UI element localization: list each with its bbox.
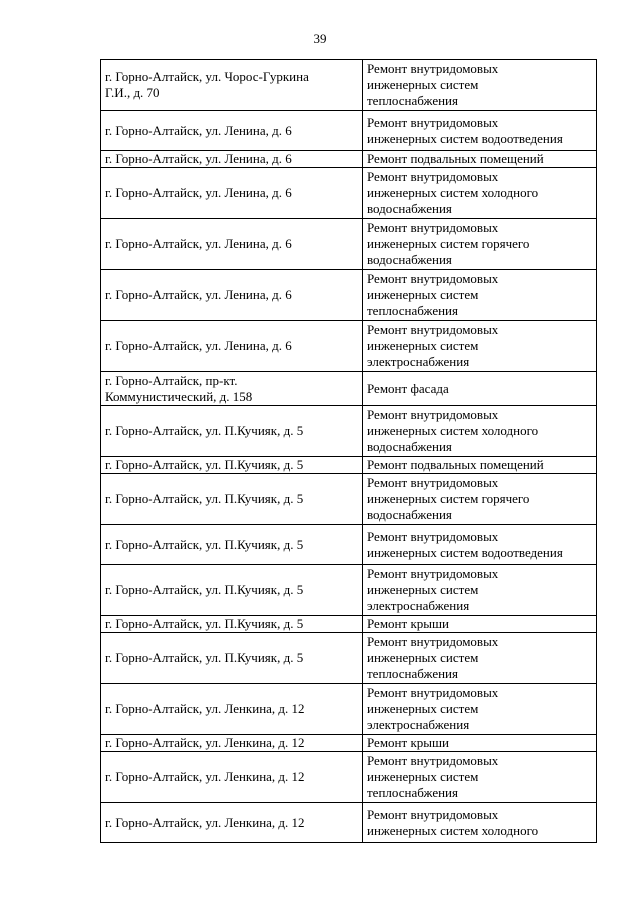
table-row bbox=[101, 752, 597, 803]
table-row bbox=[101, 684, 597, 735]
table-row bbox=[101, 525, 597, 565]
table-row bbox=[101, 219, 597, 270]
work-type-cell: Ремонт внутридомовых инженерных систем электроснабжения bbox=[363, 684, 597, 735]
work-type-cell: Ремонт внутридомовых инженерных систем горячего водоснабжения bbox=[363, 474, 597, 525]
address-cell: г. Горно-Алтайск, ул. П.Кучияк, д. 5 bbox=[101, 565, 363, 616]
table-row bbox=[101, 616, 597, 633]
table-row bbox=[101, 372, 597, 406]
table-row bbox=[101, 406, 597, 457]
table-row bbox=[101, 565, 597, 616]
work-type-cell: Ремонт внутридомовых инженерных систем водоотведения bbox=[363, 525, 597, 565]
table-row bbox=[101, 168, 597, 219]
address-cell: г. Горно-Алтайск, ул. Ленкина, д. 12 bbox=[101, 803, 363, 843]
work-type-cell: Ремонт внутридомовых инженерных систем водоотведения bbox=[363, 111, 597, 151]
work-type-cell: Ремонт внутридомовых инженерных систем теплоснабжения bbox=[363, 270, 597, 321]
work-type-cell: Ремонт внутридомовых инженерных систем холодного bbox=[363, 803, 597, 843]
address-cell: г. Горно-Алтайск, ул. Ленина, д. 6 bbox=[101, 321, 363, 372]
works-table-body bbox=[101, 60, 597, 843]
address-cell: г. Горно-Алтайск, ул. П.Кучияк, д. 5 bbox=[101, 633, 363, 684]
address-cell: г. Горно-Алтайск, ул. Ленина, д. 6 bbox=[101, 168, 363, 219]
address-cell: г. Горно-Алтайск, ул. П.Кучияк, д. 5 bbox=[101, 406, 363, 457]
table-row bbox=[101, 457, 597, 474]
work-type-cell: Ремонт подвальных помещений bbox=[363, 457, 597, 474]
address-cell: г. Горно-Алтайск, ул. Ленкина, д. 12 bbox=[101, 684, 363, 735]
work-type-cell: Ремонт подвальных помещений bbox=[363, 151, 597, 168]
table-row bbox=[101, 735, 597, 752]
work-type-cell: Ремонт крыши bbox=[363, 616, 597, 633]
address-cell: г. Горно-Алтайск, ул. Ленкина, д. 12 bbox=[101, 735, 363, 752]
address-cell: г. Горно-Алтайск, ул. Ленкина, д. 12 bbox=[101, 752, 363, 803]
address-cell: г. Горно-Алтайск, ул. Ленина, д. 6 bbox=[101, 219, 363, 270]
works-table bbox=[100, 59, 597, 843]
address-cell: г. Горно-Алтайск, ул. Ленина, д. 6 bbox=[101, 270, 363, 321]
address-cell: г. Горно-Алтайск, ул. П.Кучияк, д. 5 bbox=[101, 474, 363, 525]
page-number: 39 bbox=[313, 31, 327, 46]
work-type-cell: Ремонт внутридомовых инженерных систем теплоснабжения bbox=[363, 633, 597, 684]
address-cell: г. Горно-Алтайск, ул. Чорос-Гуркина Г.И., д. 70 bbox=[101, 60, 363, 111]
work-type-cell: Ремонт внутридомовых инженерных систем теплоснабжения bbox=[363, 60, 597, 111]
work-type-cell: Ремонт фасада bbox=[363, 372, 597, 406]
address-cell: г. Горно-Алтайск, ул. П.Кучияк, д. 5 bbox=[101, 525, 363, 565]
table-row bbox=[101, 803, 597, 843]
address-cell: г. Горно-Алтайск, пр-кт. Коммунистический, д. 158 bbox=[101, 372, 363, 406]
work-type-cell: Ремонт внутридомовых инженерных систем теплоснабжения bbox=[363, 752, 597, 803]
work-type-cell: Ремонт внутридомовых инженерных систем электроснабжения bbox=[363, 565, 597, 616]
table-row bbox=[101, 60, 597, 111]
address-cell: г. Горно-Алтайск, ул. П.Кучияк, д. 5 bbox=[101, 457, 363, 474]
work-type-cell: Ремонт внутридомовых инженерных систем электроснабжения bbox=[363, 321, 597, 372]
address-cell: г. Горно-Алтайск, ул. Ленина, д. 6 bbox=[101, 151, 363, 168]
table-row bbox=[101, 111, 597, 151]
address-cell: г. Горно-Алтайск, ул. П.Кучияк, д. 5 bbox=[101, 616, 363, 633]
table-row bbox=[101, 321, 597, 372]
table-row bbox=[101, 270, 597, 321]
work-type-cell: Ремонт внутридомовых инженерных систем горячего водоснабжения bbox=[363, 219, 597, 270]
table-row bbox=[101, 151, 597, 168]
table-row bbox=[101, 474, 597, 525]
work-type-cell: Ремонт внутридомовых инженерных систем холодного водоснабжения bbox=[363, 168, 597, 219]
work-type-cell: Ремонт крыши bbox=[363, 735, 597, 752]
work-type-cell: Ремонт внутридомовых инженерных систем холодного водоснабжения bbox=[363, 406, 597, 457]
table-row bbox=[101, 633, 597, 684]
address-cell: г. Горно-Алтайск, ул. Ленина, д. 6 bbox=[101, 111, 363, 151]
